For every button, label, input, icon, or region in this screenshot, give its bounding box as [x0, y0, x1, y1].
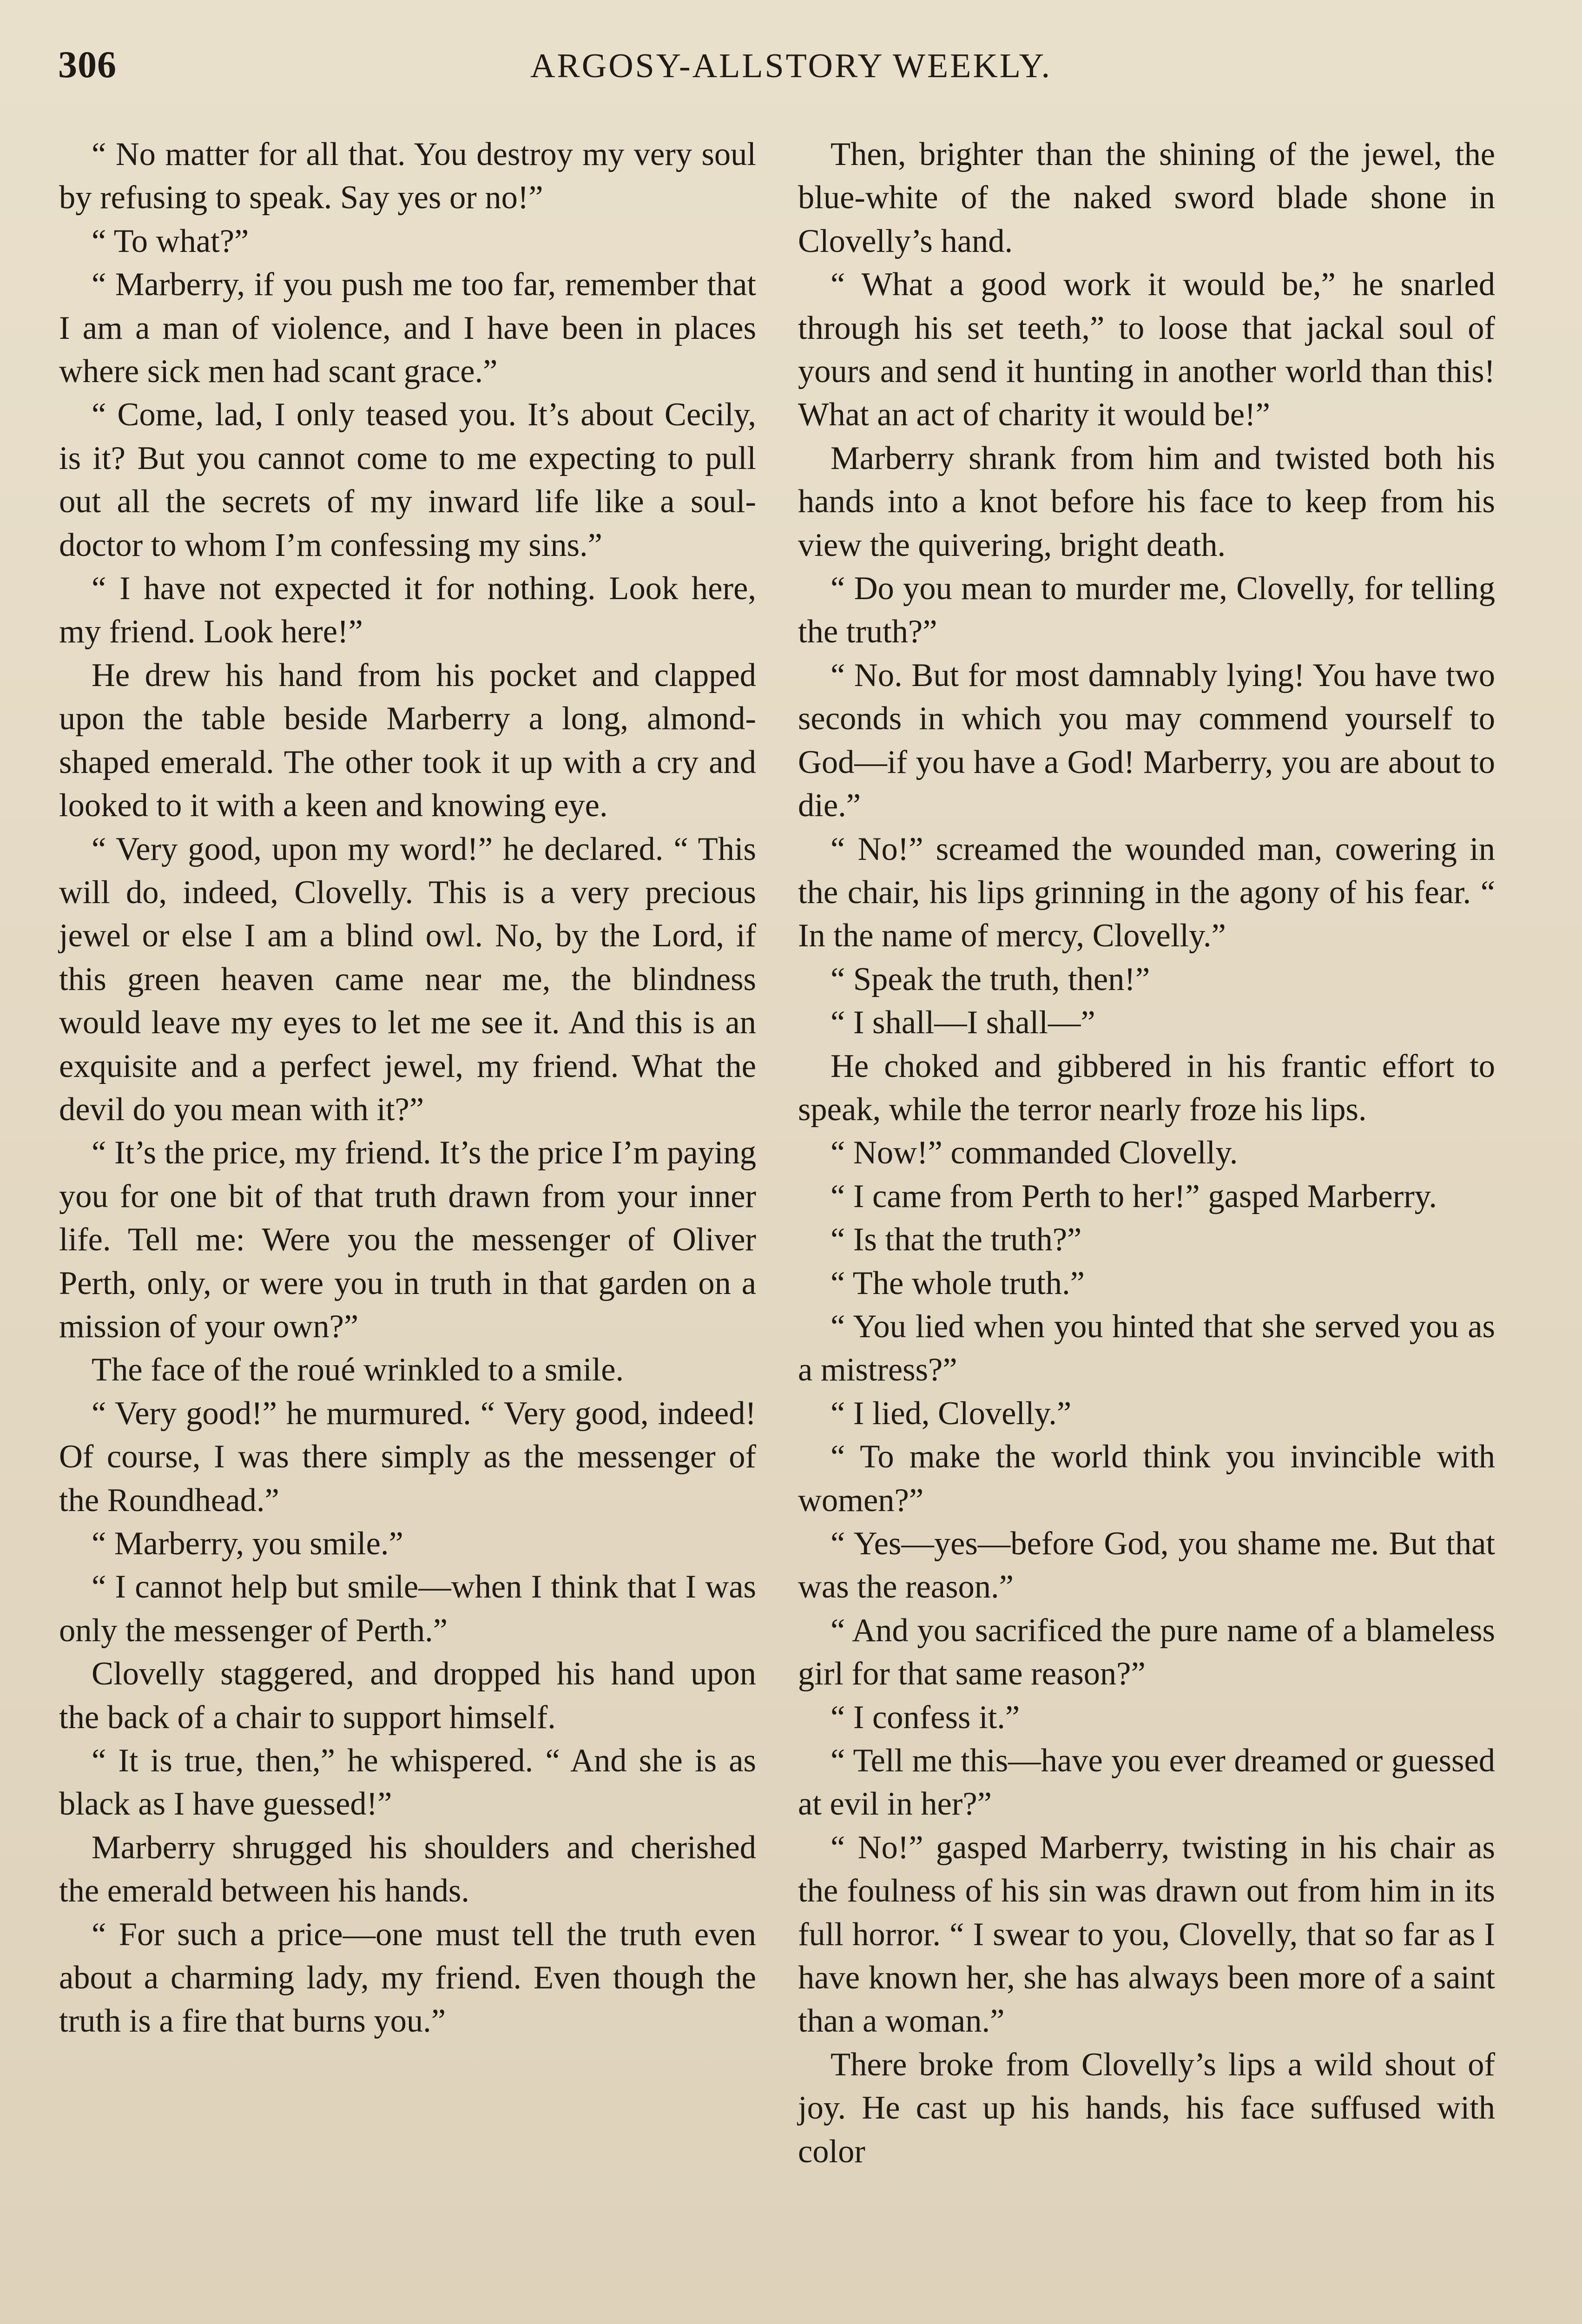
paragraph: “ I lied, Clovelly.”: [831, 1395, 1072, 1432]
paragraph: “ What a good work it would be,” he snarled through his set teeth,” to loose that jackal soul of yours and send it hunting in another world than this! What an act of charity it would be!”: [798, 266, 1495, 433]
paragraph: “ For such a price—one must tell the truth even about a charming lady, my friend. Even though the truth is a fire that burns you.”: [59, 1916, 756, 2040]
paragraph: “ I shall—I shall—”: [831, 1004, 1095, 1041]
paragraph: “ The whole truth.”: [831, 1265, 1085, 1301]
paragraph: “ Marberry, if you push me too far, remember that I am a man of violence, and I have been in places where sick men had scant grace.”: [59, 266, 756, 390]
page-number: 306: [58, 43, 117, 86]
paragraph: “ Tell me this—have you ever dreamed or guessed at evil in her?”: [798, 1743, 1495, 1822]
paragraph: “ Come, lad, I only teased you. It’s about Cecily, is it? But you cannot come to me expecting to pull out all the secrets of my inward life like a soul-doctor to whom I’m confessing my sins.”: [59, 396, 756, 563]
paragraph: “ Is that the truth?”: [831, 1221, 1082, 1258]
paragraph: “ Do you mean to murder me, Clovelly, for telling the truth?”: [798, 570, 1495, 650]
paragraph: “ Now!” commanded Clovelly.: [831, 1135, 1238, 1171]
paragraph: He choked and gibbered in his frantic effort to speak, while the terror nearly froze his lips.: [798, 1048, 1495, 1128]
paragraph: “ Speak the truth, then!”: [831, 961, 1150, 997]
paragraph: “ I came from Perth to her!” gasped Marberry.: [831, 1178, 1437, 1215]
paragraph: There broke from Clovelly’s lips a wild shout of joy. He cast up his hands, his face suffused with color: [798, 2046, 1495, 2170]
paragraph: “ Very good!” he murmured. “ Very good, indeed! Of course, I was there simply as the messenger of the Roundhead.”: [59, 1395, 756, 1519]
paragraph: “ And you sacrificed the pure name of a blameless girl for that same reason?”: [798, 1612, 1495, 1692]
paragraph: “ No!” gasped Marberry, twisting in his chair as the foulness of his sin was drawn out from him in its full horror. “ I swear to you, Clovelly, that so far as I have known her, she has always been more of a saint than a woman.”: [798, 1829, 1495, 2040]
paragraph: The face of the roué wrinkled to a smile.: [92, 1352, 624, 1388]
paragraph: “ Yes—yes—before God, you shame me. But that was the reason.”: [798, 1525, 1495, 1605]
paragraph: Clovelly staggered, and dropped his hand upon the back of a chair to support himself.: [59, 1656, 756, 1736]
paragraph: Then, brighter than the shining of the jewel, the blue-white of the naked sword blade shone in Clovelly’s hand.: [798, 136, 1495, 259]
paragraph: “ Very good, upon my word!” he declared. “ This will do, indeed, Clovelly. This is a very precious jewel or else I am a blind owl. No, by the Lord, if this green heaven came near me, the blindness would leave my eyes to let me see it. And this is an exquisite and a perfect jewel, my friend. What the devil do you mean with it?”: [59, 831, 756, 1128]
paragraph: “ It’s the price, my friend. It’s the price I’m paying you for one bit of that truth drawn from your inner life. Tell me: Were you the messenger of Oliver Perth, only, or were you in truth in that garden on a mission of your own?”: [59, 1135, 756, 1345]
left-column: [59, 133, 756, 2043]
paragraph: Marberry shrugged his shoulders and cherished the emerald between his hands.: [59, 1829, 756, 1909]
paragraph: “ No matter for all that. You destroy my very soul by refusing to speak. Say yes or no!”: [59, 136, 756, 216]
paragraph: Marberry shrank from him and twisted both his hands into a knot before his face to keep from his view the quivering, bright death.: [798, 440, 1495, 563]
paragraph: “ I confess it.”: [831, 1699, 1020, 1736]
paragraph: “ No. But for most damnably lying! You have two seconds in which you may commend yourself to God—if you have a God! Marberry, you are about to die.”: [798, 657, 1495, 824]
paragraph: “ Marberry, you smile.”: [92, 1525, 403, 1562]
running-title: ARGOSY-ALLSTORY WEEKLY.: [530, 47, 1052, 85]
paragraph: “ To make the world think you invincible with women?”: [798, 1439, 1495, 1519]
paragraph: “ You lied when you hinted that she served you as a mistress?”: [798, 1308, 1495, 1388]
paragraph: “ It is true, then,” he whispered. “ And she is as black as I have guessed!”: [59, 1743, 756, 1822]
right-column: [798, 133, 1495, 2173]
paragraph: “ I cannot help but smile—when I think that I was only the messenger of Perth.”: [59, 1569, 756, 1649]
paragraph: “ No!” screamed the wounded man, cowering in the chair, his lips grinning in the agony of his fear. “ In the name of mercy, Clovelly.”: [798, 831, 1495, 954]
paragraph: He drew his hand from his pocket and clapped upon the table beside Marberry a long, almond-shaped emerald. The other took it up with a cry and looked to it with a keen and knowing eye.: [59, 657, 756, 824]
paragraph: “ I have not expected it for nothing. Look here, my friend. Look here!”: [59, 570, 756, 650]
paragraph: “ To what?”: [92, 223, 249, 259]
